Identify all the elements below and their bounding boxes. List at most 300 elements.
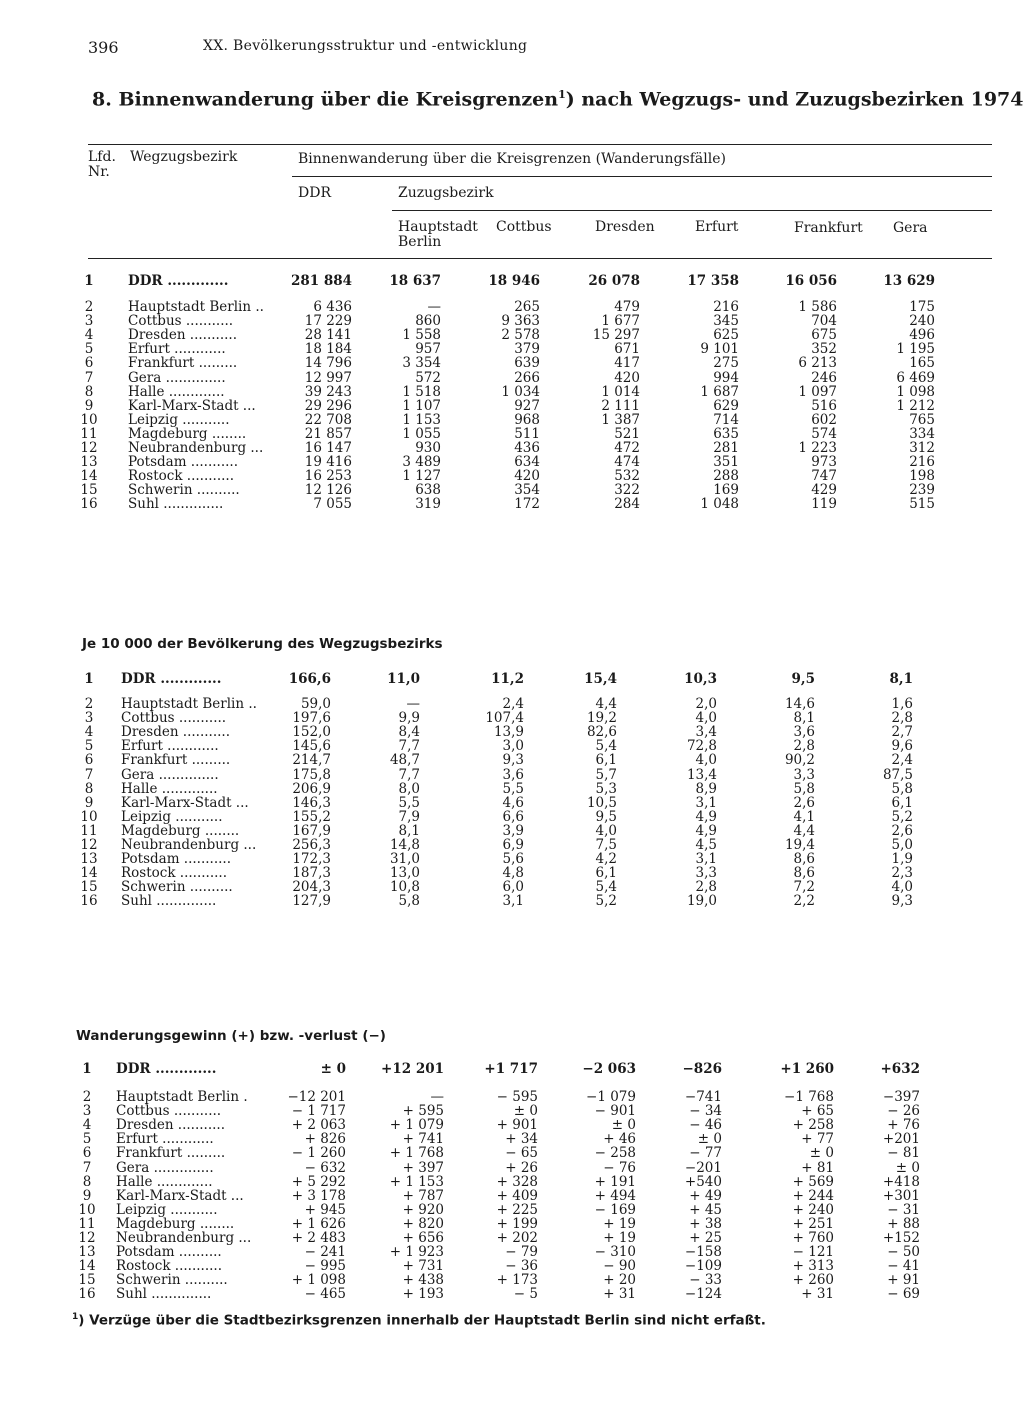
row-number: 10	[78, 1201, 96, 1218]
row-number: 6	[84, 752, 94, 769]
cell-value: 334	[909, 425, 935, 442]
title-main: 8. Binnenwanderung über die Kreisgrenzen	[92, 88, 559, 111]
cell-value: 87,5	[882, 766, 913, 783]
row-number: 10	[80, 411, 98, 428]
cell-value: − 310	[594, 1244, 636, 1261]
cell-value: + 1 626	[291, 1215, 346, 1232]
row-number: 16	[80, 496, 98, 513]
table-row	[0, 711, 1024, 725]
cell-value: 9,6	[891, 738, 913, 755]
cell-value: + 91	[887, 1272, 920, 1289]
district-name: Gera ..............	[116, 1159, 214, 1176]
cell-value: 4,4	[793, 822, 815, 839]
table-row	[0, 1231, 1024, 1245]
cell-value: 172	[514, 496, 540, 513]
cell-value: 675	[811, 327, 837, 344]
row-number: 1	[84, 273, 94, 289]
cell-value: −397	[882, 1089, 920, 1105]
cell-value: 1 586	[798, 299, 837, 315]
header-rule-3	[392, 210, 992, 211]
cell-value: 1 034	[501, 383, 540, 400]
cell-value: +1 717	[484, 1061, 538, 1077]
district-name: Rostock ...........	[121, 865, 228, 882]
cell-value: 629	[713, 397, 739, 414]
district-name: Hauptstadt Berlin .	[116, 1089, 248, 1105]
cell-value: 9,3	[891, 893, 913, 910]
cell-value: 5,0	[891, 837, 913, 853]
table-row	[0, 852, 1024, 866]
table-row	[0, 1175, 1024, 1189]
cell-value: − 46	[689, 1117, 722, 1134]
district-name: Erfurt ............	[116, 1131, 214, 1148]
cell-value: 7,9	[398, 808, 420, 825]
cell-value: 3 489	[402, 454, 441, 471]
cell-value: 5,8	[793, 780, 815, 797]
cell-value: 9 363	[501, 313, 540, 330]
cell-value: − 69	[887, 1286, 920, 1303]
cell-value: 8,1	[398, 822, 420, 839]
cell-value: 72,8	[686, 738, 717, 755]
district-name: Magdeburg ........	[116, 1215, 235, 1232]
cell-value: 167,9	[292, 822, 331, 839]
district-name: Potsdam ...........	[121, 851, 232, 868]
cell-value: − 33	[689, 1272, 722, 1289]
cell-value: 169	[713, 482, 739, 499]
cell-value: 574	[811, 425, 837, 442]
cell-value: 16 147	[304, 440, 352, 456]
cell-value: − 465	[304, 1286, 346, 1303]
footnote	[72, 1312, 766, 1329]
header-berlin: Hauptstadt Berlin	[398, 219, 478, 250]
cell-value: + 81	[801, 1159, 834, 1176]
section3-heading: Wanderungsgewinn (+) bzw. -verlust (−)	[76, 1028, 386, 1044]
cell-value: + 38	[689, 1215, 722, 1232]
cell-value: 957	[415, 341, 441, 358]
cell-value: + 260	[792, 1272, 834, 1289]
cell-value: 5,2	[891, 808, 913, 825]
cell-value: 4,5	[695, 837, 717, 853]
header-frankfurt: Frankfurt	[794, 220, 863, 236]
cell-value: 119	[811, 496, 837, 513]
row-number: 8	[82, 1173, 92, 1190]
table-row	[0, 824, 1024, 838]
cell-value: 197,6	[292, 710, 331, 727]
cell-value: 2,4	[891, 752, 913, 769]
row-number: 2	[84, 696, 94, 712]
cell-value: + 20	[603, 1272, 636, 1289]
district-name: Cottbus ...........	[121, 710, 227, 727]
cell-value: 930	[415, 440, 441, 456]
row-number: 3	[84, 710, 94, 727]
cell-value: 107,4	[485, 710, 524, 727]
table-row	[0, 796, 1024, 810]
table-row	[0, 1259, 1024, 1273]
row-number: 14	[80, 865, 98, 882]
cell-value: 1 055	[402, 425, 441, 442]
cell-value: − 76	[603, 1159, 636, 1176]
cell-value: + 65	[801, 1103, 834, 1120]
cell-value: 322	[614, 482, 640, 499]
district-name: Potsdam ...........	[128, 454, 239, 471]
cell-value: 671	[614, 341, 640, 358]
cell-value: 3,0	[502, 738, 524, 755]
cell-value: 2,6	[793, 794, 815, 811]
cell-value: −1 768	[784, 1089, 834, 1105]
cell-value: 214,7	[292, 752, 331, 769]
cell-value: − 65	[505, 1145, 538, 1162]
cell-value: 28 141	[304, 327, 352, 344]
district-name: Hauptstadt Berlin ..	[121, 696, 257, 712]
cell-value: 256,3	[292, 837, 331, 853]
district-name: Hauptstadt Berlin ..	[128, 299, 264, 315]
cell-value: −124	[684, 1286, 722, 1303]
cell-value: + 225	[496, 1201, 538, 1218]
cell-value: 860	[415, 313, 441, 330]
cell-value: +152	[882, 1230, 920, 1246]
cell-value: 17 229	[304, 313, 352, 330]
cell-value: + 409	[496, 1187, 538, 1204]
cell-value: 18 946	[488, 273, 540, 289]
cell-value: 11,0	[387, 671, 420, 687]
table-row	[0, 356, 1024, 370]
cell-value: +201	[882, 1131, 920, 1148]
table-row	[0, 455, 1024, 469]
cell-value: 2,8	[891, 710, 913, 727]
row-number: 3	[82, 1103, 92, 1120]
cell-value: + 656	[402, 1230, 444, 1246]
cell-value: 22 708	[304, 411, 352, 428]
table-row	[0, 399, 1024, 413]
district-name: Leipzig ...........	[128, 411, 230, 428]
cell-value: 90,2	[784, 752, 815, 769]
cell-value: + 826	[304, 1131, 346, 1148]
cell-value: 19 416	[304, 454, 352, 471]
cell-value: 10,8	[389, 879, 420, 896]
cell-value: 429	[811, 482, 837, 499]
district-name: Neubrandenburg ...	[128, 440, 264, 456]
cell-value: 420	[614, 369, 640, 386]
cell-value: 6,1	[595, 865, 617, 882]
cell-value: +301	[882, 1187, 920, 1204]
district-name: Karl-Marx-Stadt ...	[121, 794, 249, 811]
cell-value: 216	[909, 454, 935, 471]
district-name: Suhl ..............	[116, 1286, 212, 1303]
cell-value: 379	[514, 341, 540, 358]
table-row	[0, 441, 1024, 455]
cell-value: +632	[880, 1061, 920, 1077]
cell-value: + 5 292	[291, 1173, 346, 1190]
cell-value: 7,2	[793, 879, 815, 896]
cell-value: 13,0	[389, 865, 420, 882]
cell-value: + 595	[402, 1103, 444, 1120]
table-row	[0, 300, 1024, 314]
cell-value: +418	[882, 1173, 920, 1190]
cell-value: + 202	[496, 1230, 538, 1246]
table-row	[0, 1104, 1024, 1118]
cell-value: + 901	[496, 1117, 538, 1134]
cell-value: 3,6	[793, 724, 815, 741]
cell-value: 714	[713, 411, 739, 428]
row-number: 12	[78, 1230, 96, 1246]
cell-value: 10,3	[684, 671, 717, 687]
cell-value: −1 079	[586, 1089, 636, 1105]
cell-value: −826	[682, 1061, 722, 1077]
table-row	[0, 725, 1024, 739]
cell-value: − 77	[689, 1145, 722, 1162]
cell-value: −201	[684, 1159, 722, 1176]
header-ddr: DDR	[298, 185, 331, 201]
cell-value: 152,0	[292, 724, 331, 741]
cell-value: 4,6	[502, 794, 524, 811]
district-name: Leipzig ...........	[121, 808, 223, 825]
cell-value: 474	[614, 454, 640, 471]
header-rule-bottom	[88, 258, 992, 259]
cell-value: − 632	[304, 1159, 346, 1176]
district-name: Magdeburg ........	[121, 822, 240, 839]
cell-value: 1 014	[601, 383, 640, 400]
cell-value: 14,6	[784, 696, 815, 712]
cell-value: 145,6	[292, 738, 331, 755]
cell-value: 13,4	[686, 766, 717, 783]
cell-value: 1 107	[402, 397, 441, 414]
cell-value: 4,9	[695, 808, 717, 825]
cell-value: 216	[713, 299, 739, 315]
cell-value: 2,8	[695, 879, 717, 896]
district-name: Schwerin ..........	[121, 879, 233, 896]
cell-value: 18 184	[304, 341, 352, 358]
header-gera: Gera	[893, 220, 928, 236]
cell-value: − 1 717	[291, 1103, 346, 1120]
table-row	[0, 1132, 1024, 1146]
cell-value: 625	[713, 327, 739, 344]
cell-value: 2,3	[891, 865, 913, 882]
row-number: 13	[80, 851, 98, 868]
cell-value: 4,4	[595, 696, 617, 712]
table-title	[92, 88, 1023, 110]
row-number: 6	[82, 1145, 92, 1162]
table-row	[0, 739, 1024, 753]
cell-value: 146,3	[292, 794, 331, 811]
cell-value: + 1 153	[389, 1173, 444, 1190]
cell-value: —	[427, 299, 441, 315]
cell-value: + 19	[603, 1215, 636, 1232]
row-number: 15	[80, 879, 98, 896]
title-footnote-marker: 1	[558, 88, 566, 101]
cell-value: 6,6	[502, 808, 524, 825]
cell-value: + 328	[496, 1173, 538, 1190]
district-name: Suhl ..............	[121, 893, 217, 910]
cell-value: 1 223	[798, 440, 837, 456]
cell-value: + 1 079	[389, 1117, 444, 1134]
cell-value: + 438	[402, 1272, 444, 1289]
cell-value: 187,3	[292, 865, 331, 882]
cell-value: − 50	[887, 1244, 920, 1261]
cell-value: 1 677	[601, 313, 640, 330]
cell-value: 2,7	[891, 724, 913, 741]
row-number: 8	[84, 383, 94, 400]
cell-value: 14,8	[389, 837, 420, 853]
cell-value: + 2 483	[291, 1230, 346, 1246]
table-row	[0, 1189, 1024, 1203]
cell-value: 351	[713, 454, 739, 471]
cell-value: 4,0	[595, 822, 617, 839]
row-number: 5	[84, 341, 94, 358]
cell-value: 5,3	[595, 780, 617, 797]
row-number: 13	[80, 454, 98, 471]
cell-value: + 920	[402, 1201, 444, 1218]
cell-value: + 569	[792, 1173, 834, 1190]
district-name: Dresden ...........	[128, 327, 238, 344]
district-name: Potsdam ..........	[116, 1244, 222, 1261]
cell-value: + 45	[689, 1201, 722, 1218]
table-row	[0, 782, 1024, 796]
running-head: XX. Bevölkerungsstruktur und -entwicklung	[203, 38, 528, 54]
table-row	[0, 413, 1024, 427]
table-row	[0, 768, 1024, 782]
cell-value: 1 687	[700, 383, 739, 400]
cell-value: + 820	[402, 1215, 444, 1232]
cell-value: +12 201	[381, 1061, 444, 1077]
cell-value: − 90	[603, 1258, 636, 1275]
district-name: DDR .............	[128, 273, 229, 289]
district-name: Neubrandenburg ...	[121, 837, 257, 853]
cell-value: 968	[514, 411, 540, 428]
district-name: Karl-Marx-Stadt ...	[128, 397, 256, 414]
header-zuzugsbezirk: Zuzugsbezirk	[398, 185, 494, 201]
cell-value: 5,4	[595, 879, 617, 896]
cell-value: + 3 178	[291, 1187, 346, 1204]
cell-value: 4,0	[891, 879, 913, 896]
header-binnenwanderung: Binnenwanderung über die Kreisgrenzen (Wanderungsfälle)	[298, 151, 726, 167]
cell-value: 472	[614, 440, 640, 456]
cell-value: 572	[415, 369, 441, 386]
row-number: 5	[82, 1131, 92, 1148]
cell-value: 4,1	[793, 808, 815, 825]
cell-value: 246	[811, 369, 837, 386]
cell-value: 1 098	[896, 383, 935, 400]
district-name: Karl-Marx-Stadt ...	[116, 1187, 244, 1204]
row-number: 16	[78, 1286, 96, 1303]
cell-value: 29 296	[304, 397, 352, 414]
cell-value: 521	[614, 425, 640, 442]
cell-value: 281	[713, 440, 739, 456]
table-row	[0, 1287, 1024, 1301]
cell-value: − 36	[505, 1258, 538, 1275]
district-name: Dresden ...........	[116, 1117, 226, 1134]
district-name: Gera ..............	[121, 766, 219, 783]
cell-value: ± 0	[697, 1131, 722, 1148]
cell-value: 127,9	[292, 893, 331, 910]
cell-value: 516	[811, 397, 837, 414]
cell-value: 6 213	[798, 355, 837, 372]
cell-value: ± 0	[611, 1117, 636, 1134]
cell-value: +540	[684, 1173, 722, 1190]
cell-value: ± 0	[320, 1061, 346, 1077]
table-row	[0, 1090, 1024, 1104]
cell-value: 6,1	[595, 752, 617, 769]
row-number: 12	[80, 440, 98, 456]
row-number: 11	[80, 425, 98, 442]
cell-value: + 26	[505, 1159, 538, 1176]
table-row	[0, 385, 1024, 399]
cell-value: 973	[811, 454, 837, 471]
cell-value: 17 358	[687, 273, 739, 289]
district-name: Suhl ..............	[128, 496, 224, 513]
cell-value: + 19	[603, 1230, 636, 1246]
cell-value: 5,6	[502, 851, 524, 868]
cell-value: 994	[713, 369, 739, 386]
table-row	[0, 342, 1024, 356]
cell-value: 2 578	[501, 327, 540, 344]
row-number: 4	[84, 327, 94, 344]
district-name: Cottbus ...........	[116, 1103, 222, 1120]
district-name: Neubrandenburg ...	[116, 1230, 252, 1246]
cell-value: 15,4	[584, 671, 617, 687]
table-row	[0, 274, 1024, 288]
cell-value: 21 857	[304, 425, 352, 442]
district-name: Rostock ...........	[116, 1258, 223, 1275]
cell-value: + 240	[792, 1201, 834, 1218]
footnote-marker: 1	[72, 1312, 79, 1322]
table-row	[0, 483, 1024, 497]
cell-value: −12 201	[287, 1089, 346, 1105]
cell-value: 239	[909, 482, 935, 499]
title-tail: ) nach Wegzugs- und Zuzugsbezirken 1974	[565, 88, 1024, 111]
cell-value: 11,2	[491, 671, 524, 687]
cell-value: 635	[713, 425, 739, 442]
cell-value: − 169	[594, 1201, 636, 1218]
table-row	[0, 328, 1024, 342]
table-row	[0, 1118, 1024, 1132]
cell-value: 927	[514, 397, 540, 414]
district-name: Frankfurt .........	[121, 752, 231, 769]
cell-value: − 1 260	[291, 1145, 346, 1162]
district-name: Dresden ...........	[121, 724, 231, 741]
cell-value: 420	[514, 468, 540, 485]
row-number: 7	[84, 369, 94, 386]
cell-value: 265	[514, 299, 540, 315]
cell-value: + 173	[496, 1272, 538, 1289]
cell-value: 8,1	[889, 671, 913, 687]
cell-value: + 193	[402, 1286, 444, 1303]
district-name: Halle .............	[128, 383, 225, 400]
row-number: 6	[84, 355, 94, 372]
cell-value: 6 436	[313, 299, 352, 315]
cell-value: 59,0	[300, 696, 331, 712]
header-rule-2	[292, 176, 992, 177]
table-row	[0, 880, 1024, 894]
cell-value: 1,9	[891, 851, 913, 868]
cell-value: 479	[614, 299, 640, 315]
district-name: Rostock ...........	[128, 468, 235, 485]
cell-value: —	[430, 1089, 444, 1105]
row-number: 16	[80, 893, 98, 910]
cell-value: ± 0	[513, 1103, 538, 1120]
cell-value: 704	[811, 313, 837, 330]
header-erfurt: Erfurt	[695, 219, 739, 235]
cell-value: 1 127	[402, 468, 441, 485]
cell-value: 6,9	[502, 837, 524, 853]
cell-value: 5,7	[595, 766, 617, 783]
cell-value: 204,3	[292, 879, 331, 896]
table-row	[0, 894, 1024, 908]
cell-value: + 88	[887, 1215, 920, 1232]
cell-value: 2,8	[793, 738, 815, 755]
cell-value: 2 111	[601, 397, 640, 414]
cell-value: 198	[909, 468, 935, 485]
cell-value: 2,0	[695, 696, 717, 712]
district-name: Frankfurt .........	[116, 1145, 226, 1162]
